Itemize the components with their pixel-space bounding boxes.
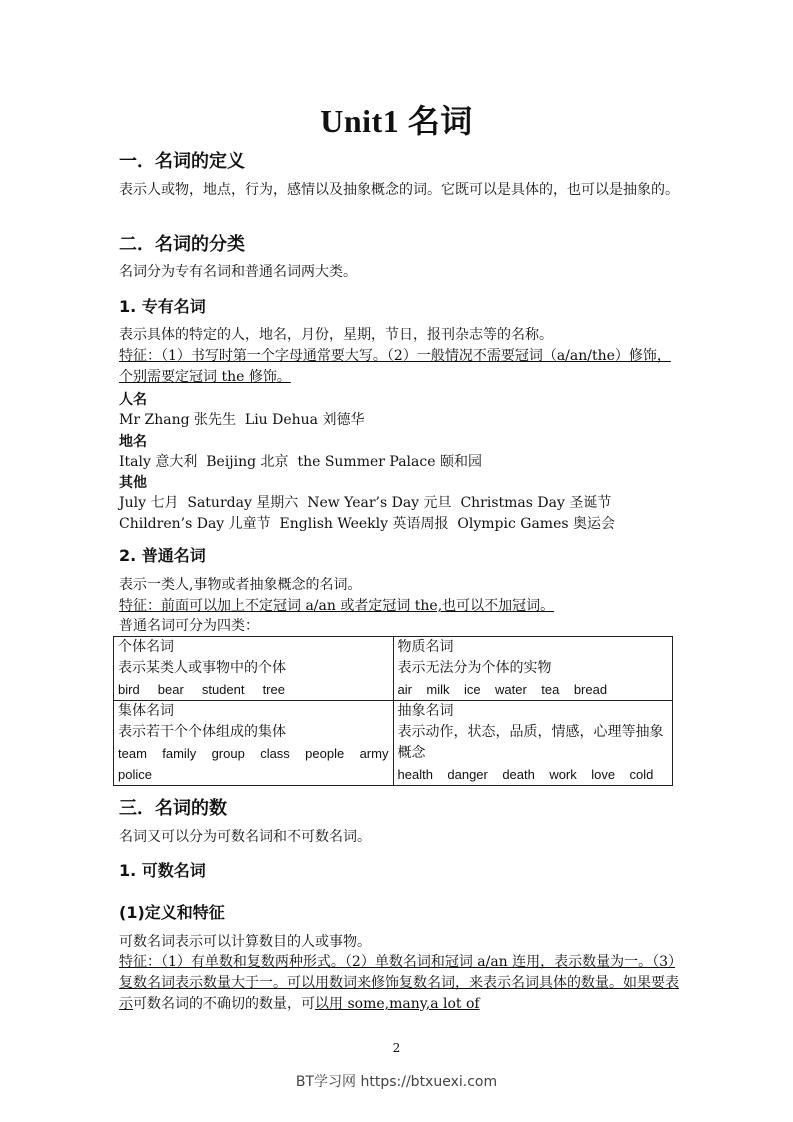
word: death — [502, 767, 535, 782]
word: milk — [426, 682, 450, 697]
noun-types-table — [113, 636, 673, 786]
section-classification-heading: 二．名词的分类 — [119, 234, 245, 255]
word: team — [118, 746, 147, 761]
word: health — [397, 767, 433, 782]
feature-underlined-a: 特征：（1）有单数和复数两种形式。（2）单数名词和冠词 a/an 连用，表示数量为一。（3）复数名词表示数量大于一。可以用数词来修饰复数名词，来表示名词具体的数量。如果要表示 — [119, 954, 679, 1012]
word: class — [260, 746, 290, 761]
other-examples-line1: July 七月 Saturday 星期六 New Year’s Day 元旦 Christmas Day 圣诞节 — [119, 495, 612, 511]
countable-definition-subheading: (1)定义和特征 — [119, 903, 225, 922]
abstract-noun-cell — [393, 701, 673, 786]
feature-plain: 可数名词的不确切的数量，可 — [133, 996, 315, 1012]
abstract-noun-words — [398, 764, 669, 785]
word: group — [211, 746, 245, 761]
material-noun-words — [398, 679, 669, 700]
word: danger — [447, 767, 488, 782]
common-noun-four-types: 普通名词可分为四类： — [119, 618, 259, 634]
number-text: 名词又可以分为可数名词和不可数名词。 — [119, 829, 371, 845]
common-noun-feature: 特征：前面可以加上不定冠词 a/an 或者定冠词 the,也可以不加冠词。 — [119, 598, 555, 614]
word: student — [201, 682, 245, 697]
countable-noun-heading: 1. 可数名词 — [119, 861, 206, 880]
person-name-label: 人名 — [119, 392, 147, 408]
section-definition-heading: 一．名词的定义 — [119, 151, 245, 172]
feature-underlined-c: 以用 some,many,a lot of — [315, 996, 480, 1012]
definition-text: 表示人或物，地点，行为，感情以及抽象概念的词。它既可以是具体的，也可以是抽象的。 — [119, 182, 679, 198]
place-name-examples: Italy 意大利 Beijing 北京 the Summer Palace 颐和园 — [119, 454, 482, 470]
word: water — [495, 682, 527, 697]
other-examples-line2: Children’s Day 儿童节 English Weekly 英语周报 Olympic Games 奥运会 — [119, 516, 615, 532]
word: bread — [573, 682, 608, 697]
abstract-noun-name: 抽象名词 — [397, 703, 454, 719]
word: family — [162, 746, 197, 761]
page-number: 2 — [392, 1041, 401, 1055]
countable-noun-text: 可数名词表示可以计算数目的人或事物。 — [119, 934, 371, 950]
person-name-examples: Mr Zhang 张先生 Liu Dehua 刘德华 — [119, 412, 365, 428]
page-title: Unit1 名词 — [320, 103, 473, 139]
word: bird — [118, 682, 140, 697]
word: cold — [629, 767, 654, 782]
word: army — [359, 746, 389, 761]
word: bear — [157, 682, 184, 697]
place-name-label: 地名 — [119, 434, 147, 450]
material-noun-cell — [393, 637, 673, 701]
word: people — [305, 746, 345, 761]
collective-noun-desc: 表示若干个个体组成的集体 — [118, 724, 286, 740]
collective-noun-words — [118, 743, 389, 764]
word: ice — [463, 682, 481, 697]
collective-noun-cell — [114, 701, 394, 786]
collective-noun-words-line2: police — [118, 767, 152, 782]
word: work — [549, 767, 577, 782]
material-noun-name: 物质名词 — [397, 639, 454, 655]
common-noun-text: 表示一类人,事物或者抽象概念的名词。 — [119, 577, 362, 593]
proper-noun-feature: 特征：（1）书写时第一个字母通常要大写。（2）一般情况不需要冠词（a/an/the）修饰，个别需要定冠词 the 修饰。 — [119, 348, 671, 385]
collective-noun-name: 集体名词 — [118, 703, 174, 719]
proper-noun-heading: 1. 专有名词 — [119, 297, 206, 316]
common-noun-heading: 2. 普通名词 — [119, 546, 206, 565]
classification-text: 名词分为专有名词和普通名词两大类。 — [119, 264, 357, 280]
site-footer: BT学习网 https://btxuexi.com — [295, 1074, 498, 1090]
countable-noun-feature — [119, 952, 679, 1015]
individual-noun-words — [118, 679, 389, 700]
word: air — [397, 682, 412, 697]
word: tree — [262, 682, 285, 697]
abstract-noun-desc: 表示动作，状态，品质，情感，心理等抽象概念 — [397, 724, 664, 761]
individual-noun-name: 个体名词 — [118, 639, 174, 655]
material-noun-desc: 表示无法分为个体的实物 — [397, 660, 552, 676]
word: love — [591, 767, 616, 782]
section-number-heading: 三．名词的数 — [119, 798, 227, 819]
proper-noun-text: 表示具体的特定的人，地名，月份，星期，节日，报刊杂志等的名称。 — [119, 327, 553, 343]
individual-noun-cell — [114, 637, 394, 701]
individual-noun-desc: 表示某类人或事物中的个体 — [118, 660, 286, 676]
word: tea — [541, 682, 560, 697]
other-label: 其他 — [119, 475, 147, 491]
